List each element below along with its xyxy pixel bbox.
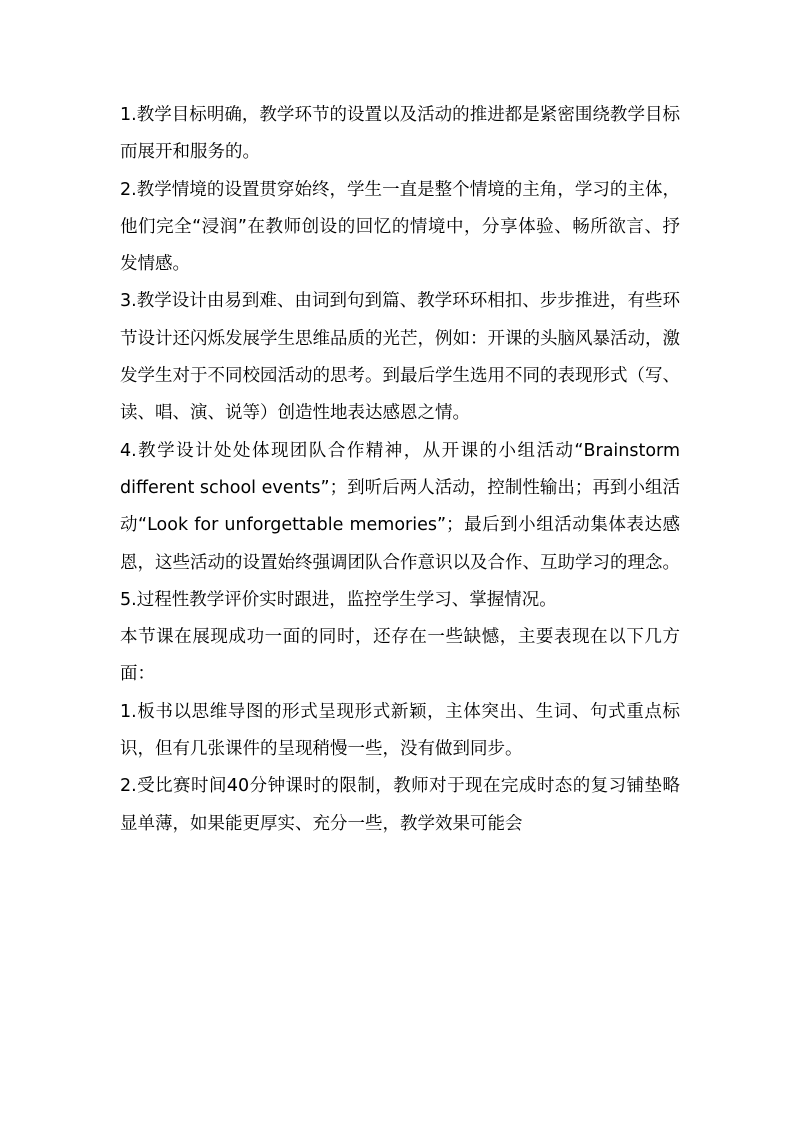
paragraph-context: 2.教学情境的设置贯穿始终，学生一直是整个情境的主角，学习的主体，他们完全“浸润”在教师创设的回忆的情境中，分享体验、畅所欲言、抒发情感。 — [120, 179, 680, 275]
paragraph-design: 3.教学设计由易到难、由词到句到篇、教学环环相扣、步步推进，有些环节设计还闪烁发展学生思维品质的光芒，例如：开课的头脑风暴活动，激发学生对于不同校园活动的思考。到最后学生选用不同的表现形式（写、读、唱、演、说等）创造性地表达感恩之情。 — [120, 291, 680, 424]
paragraph-shortcoming-2: 2.受比赛时间40分钟课时的限制，教师对于现在完成时态的复习铺垫略显单薄，如果能更厚实、充分一些，教学效果可能会 — [120, 776, 680, 834]
paragraph-evaluation: 5.过程性教学评价实时跟进，监控学生学习、掌握情况。 — [120, 589, 557, 610]
paragraph-shortcoming-1: 1.板书以思维导图的形式呈现形式新颖，主体突出、生词、句式重点标识，但有几张课件的呈现稍慢一些，没有做到同步。 — [120, 701, 680, 760]
document-body — [120, 97, 680, 843]
paragraph-goal: 1.教学目标明确，教学环节的设置以及活动的推进都是紧密围绕教学目标而展开和服务的。 — [120, 105, 680, 163]
paragraph-teamwork: 4.教学设计处处体现团队合作精神，从开课的小组活动“Brainstorm different school events”；到听后两人活动，控制性输出；再到小组活动“Look for unforgettable memories”；最后到小组活动集体表达感恩，这些活动的设置始终强调团队合作意识以及合作、互助学习的理念。 — [120, 440, 680, 573]
paragraph-shortcomings-intro: 本节课在展现成功一面的同时，还存在一些缺憾，主要表现在以下几方面： — [120, 627, 680, 685]
